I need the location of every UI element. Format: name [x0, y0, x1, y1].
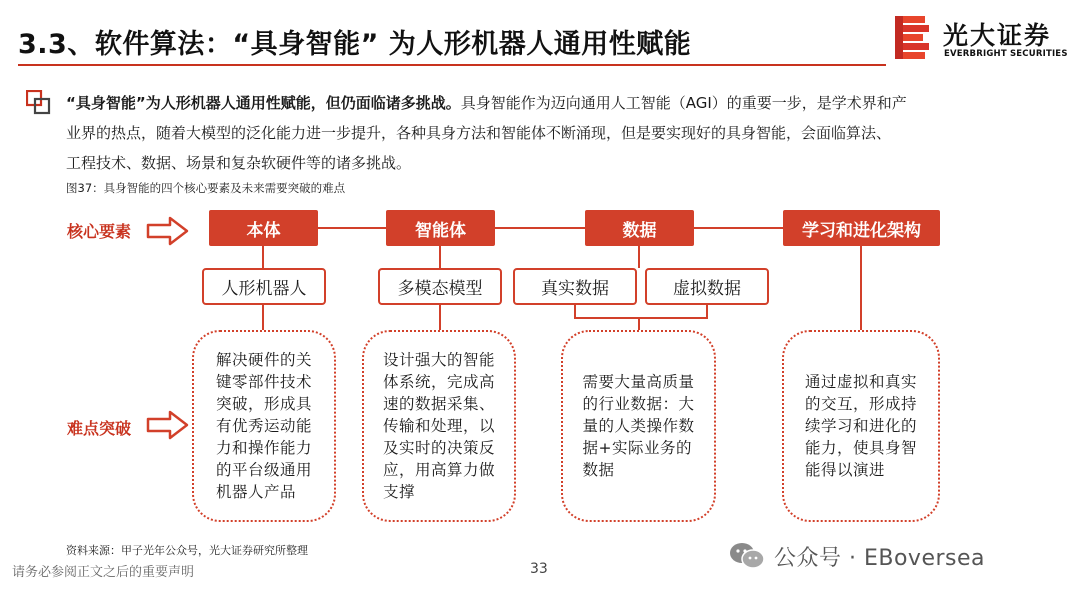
difficulty-text-line: 据+实际业务的 [582, 439, 692, 457]
difficulty-text-line: 的平台级通用 [215, 461, 312, 479]
figure-caption: 图37：具身智能的四个核心要素及未来需要突破的难点 [66, 181, 346, 195]
intro-bold-lead: “具身智能”为人形机器人通用性赋能，但仍面临诸多挑战。 [66, 94, 461, 112]
difficulty-text-line: 及实时的决策反 [382, 439, 495, 457]
difficulty-body [192, 330, 336, 522]
intro-line2: 业界的热点，随着大模型的泛化能力进一步提升，各种具身方法和智能体不断涌现，但是要实现好的具身智能，会面临算法、 [66, 124, 892, 142]
difficulty-text-line: 体系统，完成高 [382, 373, 495, 391]
logo-english-name: EVERBRIGHT SECURITIES [944, 49, 1068, 59]
difficulty-learning-architecture [782, 330, 940, 522]
difficulty-text-line: 力和操作能力 [215, 439, 312, 457]
intro-line3: 工程技术、数据、场景和复杂软硬件等的诸多挑战。 [66, 154, 412, 172]
difficulty-agent [362, 330, 516, 522]
source-note: 资料来源：甲子光年公众号，光大证券研究所整理 [66, 544, 308, 557]
connector-line [439, 305, 441, 330]
difficulty-text-line: 续学习和进化的 [804, 417, 917, 435]
connector-line [439, 246, 441, 268]
category-agent: 智能体 [386, 210, 495, 246]
category-body: 本体 [209, 210, 318, 246]
difficulty-text-line: 键零部件技术 [215, 373, 312, 391]
difficulty-text-line: 支撑 [382, 483, 415, 501]
disclaimer: 请务必参阅正文之后的重要声明 [12, 565, 195, 580]
sub-virtual-data: 虚拟数据 [645, 268, 769, 305]
connector-line [495, 227, 585, 229]
sub-humanoid-robot: 人形机器人 [202, 268, 326, 305]
sub-real-data: 真实数据 [513, 268, 637, 305]
intro-paragraph [66, 88, 1046, 178]
difficulty-text-line: 速的数据采集、 [382, 395, 495, 413]
difficulty-text-line: 的交互，形成持 [804, 395, 917, 413]
difficulty-text-line: 需要大量高质量 [582, 373, 695, 391]
row-label-core: 核心要素 [67, 222, 132, 241]
connector-line [262, 305, 264, 330]
connector-line [860, 246, 862, 330]
difficulty-text-line: 量的人类操作数 [582, 417, 695, 435]
difficulty-text-line: 设计强大的智能 [382, 351, 495, 369]
connector-line [638, 317, 640, 330]
difficulty-text-line: 应，用高算力做 [382, 461, 495, 479]
difficulty-text-line: 突破，形成具 [215, 395, 312, 413]
connector-line [694, 227, 783, 229]
connector-line [574, 317, 708, 319]
intro-line1: 具身智能作为迈向通用人工智能（AGI）的重要一步，是学术界和产 [460, 94, 907, 112]
difficulty-text-line: 传输和处理，以 [382, 417, 495, 435]
connector-line [262, 246, 264, 268]
square-bullet-icon [26, 90, 52, 116]
difficulty-text-line: 能得以演进 [804, 461, 885, 479]
connector-line [318, 227, 386, 229]
page-number: 33 [530, 561, 548, 577]
difficulty-text-line: 的行业数据：大 [582, 395, 695, 413]
difficulty-text-line: 解决硬件的关 [215, 351, 312, 369]
category-learning-architecture: 学习和进化架构 [783, 210, 940, 246]
difficulty-data [561, 330, 716, 522]
row-label-difficulty: 难点突破 [67, 419, 132, 438]
difficulty-text-line: 通过虚拟和真实 [804, 373, 917, 391]
difficulty-text-line: 能力，使具身智 [804, 439, 917, 457]
difficulty-text-line: 机器人产品 [215, 483, 296, 501]
right-arrow-icon [146, 216, 190, 246]
difficulty-text-line: 数据 [582, 461, 615, 479]
page-title: 3.3、软件算法：“具身智能” 为人形机器人通用性赋能 [18, 29, 692, 60]
right-arrow-icon [146, 410, 190, 440]
category-data: 数据 [585, 210, 694, 246]
company-logo [893, 14, 1073, 62]
connector-line [638, 246, 640, 268]
wechat-icon [728, 541, 766, 571]
sub-multimodal-model: 多模态模型 [378, 268, 502, 305]
watermark [728, 538, 985, 574]
title-underline [18, 64, 886, 66]
difficulty-text-line: 有优秀运动能 [215, 417, 312, 435]
everbright-logo-icon [893, 16, 933, 60]
logo-chinese-name: 光大证券 [943, 21, 1052, 50]
watermark-text: 公众号 · EBoversea [774, 545, 986, 571]
